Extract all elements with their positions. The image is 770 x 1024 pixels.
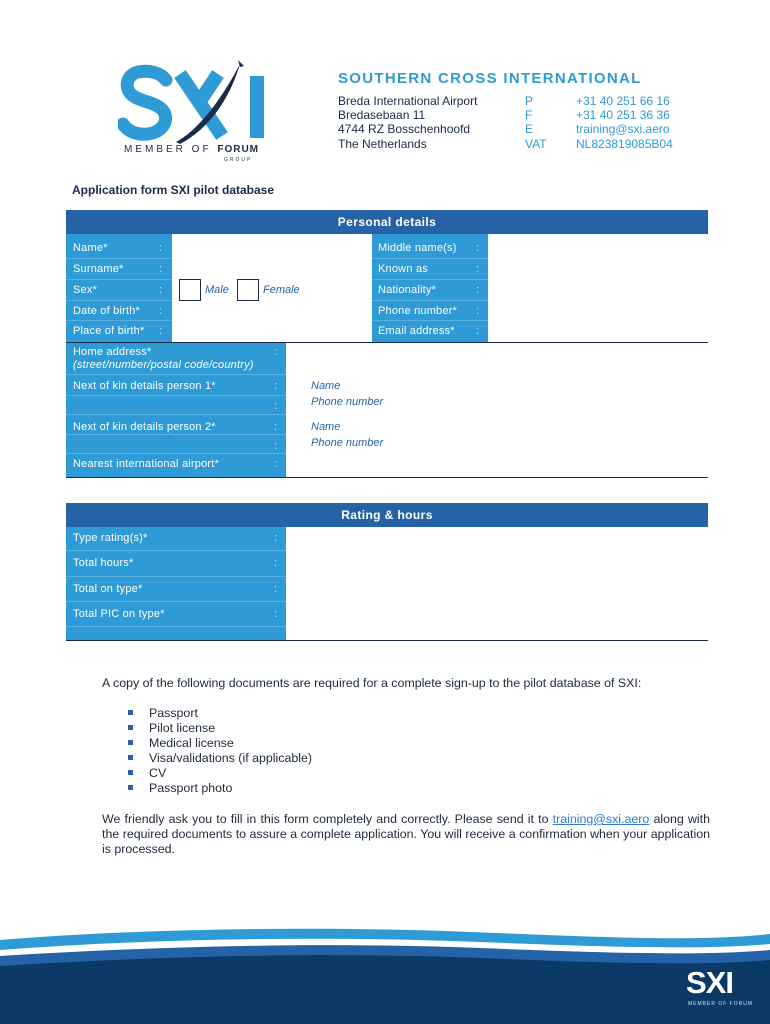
colon: : xyxy=(274,557,278,569)
document-item: CV xyxy=(149,766,167,780)
label-sex: Sex* xyxy=(73,284,98,296)
known-as-input[interactable] xyxy=(488,258,708,279)
rating-hours-header: Rating & hours xyxy=(66,503,708,527)
documents-list xyxy=(128,706,312,796)
label-surname: Surname* xyxy=(73,263,124,275)
label-type-ratings: Type rating(s)* xyxy=(73,532,148,544)
colon: : xyxy=(476,263,480,275)
address-line: The Netherlands xyxy=(338,136,427,151)
contact-phone: +31 40 251 66 16 xyxy=(576,94,670,108)
sxi-logo-graphic xyxy=(118,58,283,148)
female-option-label: Female xyxy=(263,284,300,296)
label-total-on-type: Total on type* xyxy=(73,583,143,595)
nearest-airport-input[interactable] xyxy=(286,453,708,477)
colon: : xyxy=(159,325,163,337)
contact-label-phone: P xyxy=(525,94,534,108)
address-line: Breda International Airport xyxy=(338,94,478,108)
bullet-icon xyxy=(128,710,133,715)
label-phone-number: Phone number* xyxy=(378,305,458,317)
logo-member-text: MEMBER OF FORUM xyxy=(124,144,260,155)
colon: : xyxy=(274,458,278,470)
colon: : xyxy=(274,532,278,544)
logo-forum-text: FORUM xyxy=(217,144,260,155)
company-name: SOUTHERN CROSS INTERNATIONAL xyxy=(338,70,642,87)
label-nationality: Nationality* xyxy=(378,284,437,296)
bullet-icon xyxy=(128,740,133,745)
colon: : xyxy=(274,440,278,452)
colon: : xyxy=(159,263,163,275)
colon: : xyxy=(159,305,163,317)
home-address-input[interactable] xyxy=(286,343,708,374)
list-item xyxy=(128,766,312,781)
surname-input[interactable] xyxy=(172,258,372,279)
total-pic-on-type-input[interactable] xyxy=(286,601,708,626)
closing-text-start: We friendly ask you to fill in this form completely and correctly. Please send it to xyxy=(102,812,553,826)
contact-label-email: E xyxy=(525,122,534,137)
logo-group-text: GROUP xyxy=(224,157,253,163)
contact-email: training@sxi.aero xyxy=(576,122,670,137)
date-of-birth-input[interactable] xyxy=(172,300,372,320)
colon: : xyxy=(476,325,480,337)
footer-member-text: MEMBER OF FORUM xyxy=(688,1001,753,1007)
total-hours-input[interactable] xyxy=(286,550,708,576)
label-place-of-birth: Place of birth* xyxy=(73,325,145,337)
contact-values xyxy=(576,94,673,151)
document-item: Medical license xyxy=(149,736,234,750)
label-email-address: Email address* xyxy=(378,325,455,337)
document-item: Passport photo xyxy=(149,781,233,795)
middle-names-input[interactable] xyxy=(488,234,708,258)
list-item xyxy=(128,751,312,766)
label-name: Name* xyxy=(73,242,108,254)
label-nearest-airport: Nearest international airport* xyxy=(73,458,220,470)
colon: : xyxy=(274,583,278,595)
label-middle-names: Middle name(s) xyxy=(378,242,457,254)
list-item xyxy=(128,736,312,751)
label-total-pic-on-type: Total PIC on type* xyxy=(73,608,165,620)
footer-wave xyxy=(0,920,770,1024)
colon: : xyxy=(476,284,480,296)
label-home-address: Home address* xyxy=(73,346,152,358)
form-title: Application form SXI pilot database xyxy=(72,183,275,197)
sxi-logo xyxy=(118,58,283,168)
list-item xyxy=(128,721,312,736)
section-divider xyxy=(66,477,708,478)
company-address xyxy=(338,94,477,151)
place-of-birth-input[interactable] xyxy=(172,320,372,342)
documents-intro: A copy of the following documents are required for a complete sign-up to the pilot database of SXI: xyxy=(102,676,642,690)
label-total-hours: Total hours* xyxy=(73,557,134,569)
bullet-icon xyxy=(128,770,133,775)
document-item: Passport xyxy=(149,706,198,720)
label-home-address-format: (street/number/postal code/country) xyxy=(73,359,254,371)
phone-number-input[interactable] xyxy=(488,300,708,320)
bullet-icon xyxy=(128,755,133,760)
female-checkbox[interactable] xyxy=(237,279,259,301)
kin-1-name-label: Name xyxy=(311,380,341,392)
colon: : xyxy=(274,400,278,412)
list-item xyxy=(128,706,312,721)
name-input[interactable] xyxy=(172,234,372,258)
label-known-as: Known as xyxy=(378,263,428,275)
list-item xyxy=(128,781,312,796)
contact-vat: NL823819085B04 xyxy=(576,136,673,151)
closing-paragraph xyxy=(102,812,710,857)
kin-1-phone-label: Phone number xyxy=(311,396,384,408)
kin-2-phone-label: Phone number xyxy=(311,437,384,449)
colon: : xyxy=(274,421,278,433)
section-divider xyxy=(66,640,708,641)
email-address-input[interactable] xyxy=(488,320,708,342)
colon: : xyxy=(159,242,163,254)
address-line: 4744 RZ Bosschenhoofd xyxy=(338,122,471,137)
email-link[interactable]: training@sxi.aero xyxy=(552,812,650,826)
label-next-of-kin-2: Next of kin details person 2* xyxy=(73,421,216,433)
address-line: Bredasebaan 11 xyxy=(338,108,426,123)
male-checkbox[interactable] xyxy=(179,279,201,301)
colon: : xyxy=(274,608,278,620)
colon: : xyxy=(476,242,480,254)
colon: : xyxy=(274,380,278,392)
male-option-label: Male xyxy=(205,284,229,296)
contact-label-fax: F xyxy=(525,108,533,123)
type-ratings-input[interactable] xyxy=(286,527,708,550)
label-date-of-birth: Date of birth* xyxy=(73,305,141,317)
colon: : xyxy=(476,305,480,317)
document-item: Pilot license xyxy=(149,721,216,735)
footer-logo: SXI xyxy=(686,965,733,1000)
bullet-icon xyxy=(128,785,133,790)
closing-text-end: along with the required documents to assure a complete application. You will receive a confirmation when your application is processed. xyxy=(102,812,710,856)
total-on-type-input[interactable] xyxy=(286,576,708,601)
personal-details-header: Personal details xyxy=(66,210,708,234)
contact-fax: +31 40 251 36 36 xyxy=(576,108,670,123)
contact-labels xyxy=(525,94,547,151)
label-next-of-kin-1: Next of kin details person 1* xyxy=(73,380,216,392)
contact-label-vat: VAT xyxy=(525,136,547,151)
colon: : xyxy=(159,284,163,296)
colon: : xyxy=(274,346,278,358)
bullet-icon xyxy=(128,725,133,730)
document-item: Visa/validations (if applicable) xyxy=(149,751,313,765)
kin-2-name-label: Name xyxy=(311,421,341,433)
nationality-input[interactable] xyxy=(488,279,708,300)
